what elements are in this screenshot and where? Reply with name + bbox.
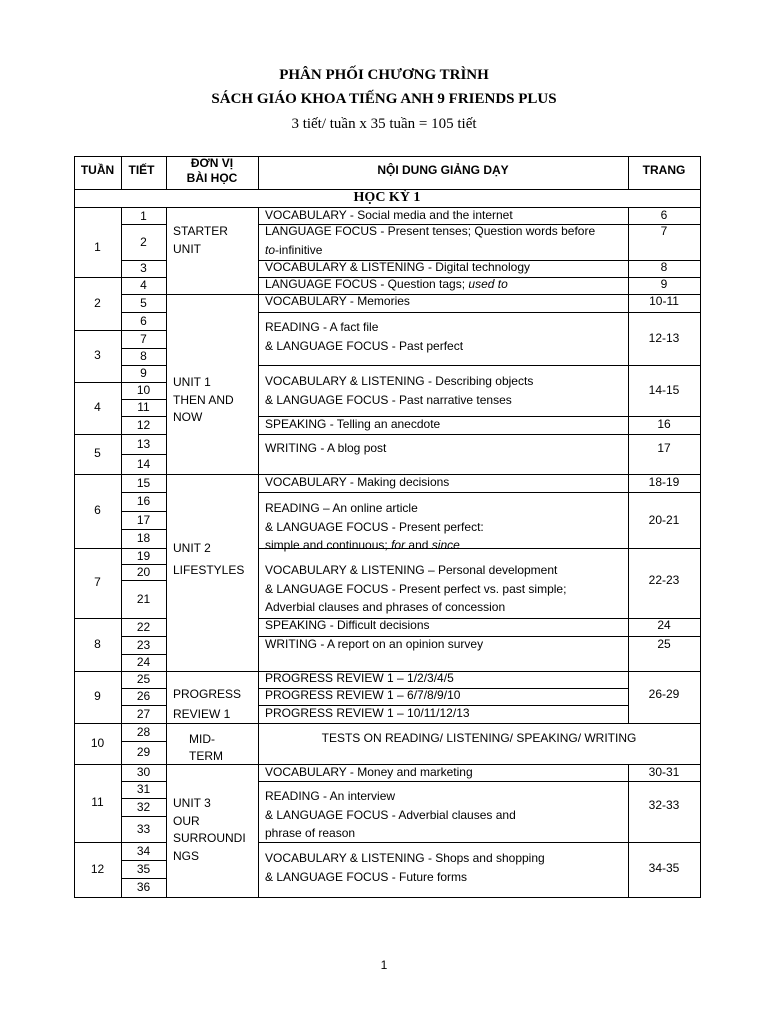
cell-text: OUR: [173, 813, 200, 828]
cell-text: 22: [136, 619, 151, 634]
lesson-number: [121, 260, 166, 278]
cell-text: 15: [136, 475, 151, 490]
cell-text: UNIT 2: [173, 541, 211, 555]
cell-text: 24: [657, 618, 671, 632]
cell-text: 6: [660, 208, 668, 222]
lesson-content: [265, 392, 625, 410]
lesson-number: [121, 512, 166, 530]
cell-text: 4: [94, 400, 101, 414]
table-rule: [74, 618, 121, 619]
cell-text: 6: [94, 503, 101, 517]
cell-text: 7: [94, 575, 101, 589]
page-range: [628, 572, 700, 590]
lesson-number: [121, 456, 166, 474]
cell-text: PROGRESS REVIEW 1 – 10/11/12/13: [265, 706, 470, 720]
cell-text: SPEAKING - Telling an anecdote: [265, 417, 441, 431]
lesson-number: [121, 295, 166, 313]
cell-text: 2: [94, 295, 101, 310]
cell-text: 35: [136, 861, 151, 876]
table-rule: [166, 671, 258, 672]
lesson-content: [265, 850, 625, 868]
cell-text: 9: [140, 366, 147, 380]
week-number: [74, 239, 121, 257]
table-rule: [74, 671, 121, 672]
cell-text: VOCABULARY & LISTENING - Shops and shopping: [265, 851, 545, 865]
cell-text: 17: [136, 512, 151, 527]
page-number: 1: [380, 958, 388, 972]
table-rule: [74, 842, 121, 843]
cell-text: 5: [94, 446, 101, 460]
cell-text: 12-13: [648, 331, 680, 345]
page-range: [628, 686, 700, 704]
lesson-number: [121, 475, 166, 493]
lesson-number: [121, 530, 166, 548]
cell-text: 25: [657, 637, 671, 651]
cell-text: 10: [90, 735, 105, 750]
table-rule: [166, 207, 167, 897]
italic-text: to: [265, 242, 276, 257]
document-subtitle: SÁCH GIÁO KHOA TIẾNG ANH 9 FRIENDS PLUS: [211, 91, 557, 107]
cell-text: 20: [136, 564, 151, 579]
lesson-number: [121, 277, 166, 295]
cell-text: 21: [136, 591, 151, 606]
week-number: [74, 636, 121, 654]
lesson-content: [265, 788, 625, 806]
cell-text: phrase of reason: [265, 826, 356, 840]
week-number: [74, 295, 121, 313]
cell-text: 8: [140, 349, 147, 363]
unit-label: [173, 813, 268, 831]
lesson-number: [121, 331, 166, 349]
lesson-content: [265, 537, 625, 555]
cell-text: PROGRESS REVIEW 1 – 6/7/8/9/10: [265, 688, 461, 702]
cell-text: 3: [140, 261, 147, 275]
lesson-content: [265, 705, 625, 723]
header-bai-hoc: [166, 170, 258, 188]
cell-text: PROGRESS REVIEW 1 – 1/2/3/4/5: [265, 671, 454, 685]
cell-text: READING – An online article: [265, 501, 418, 515]
lesson-number: [121, 234, 166, 252]
cell-text: 10-11: [649, 294, 679, 308]
document-note: 3 tiết/ tuần x 35 tuần = 105 tiết: [291, 116, 477, 132]
unit-label: [173, 706, 268, 724]
unit-label: [189, 748, 284, 766]
page-range: [628, 440, 700, 458]
lesson-content: [265, 764, 625, 782]
lesson-number: [121, 706, 166, 724]
cell-text: 2: [140, 234, 147, 249]
cell-text: 17: [657, 441, 671, 455]
cell-text: UNIT 1: [173, 375, 211, 389]
cell-text: 1: [140, 208, 147, 223]
table-rule: [166, 474, 258, 475]
lesson-number: [121, 548, 166, 566]
week-number: [74, 735, 121, 753]
cell-text: VOCABULARY & LISTENING - Describing objects: [265, 374, 534, 388]
cell-text: TIẾT: [128, 163, 155, 177]
cell-text: 16: [657, 417, 671, 431]
lesson-content: [265, 869, 625, 887]
week-number: [74, 794, 121, 812]
unit-label: [173, 223, 268, 241]
lesson-content: [265, 500, 625, 518]
cell-text: 11: [137, 400, 150, 414]
cell-text: 32-33: [648, 798, 680, 812]
lesson-content: [265, 687, 625, 705]
table-rule: [74, 723, 121, 724]
table-rule: [74, 382, 121, 383]
cell-text: WRITING - A report on an opinion survey: [265, 637, 484, 651]
header-tiet: [117, 162, 166, 180]
table-rule: [74, 277, 121, 278]
cell-text: 6: [140, 313, 147, 328]
lesson-content: [265, 807, 625, 825]
cell-text: LANGUAGE FOCUS - Present tenses; Question words before: [265, 224, 596, 238]
lesson-content: [265, 276, 625, 294]
cell-text: -infinitive: [275, 242, 323, 257]
lesson-number: [121, 861, 166, 879]
page-range: [628, 416, 700, 434]
lesson-content: [265, 562, 625, 580]
cell-text: 13: [136, 436, 151, 451]
cell-text: VOCABULARY - Social media and the internet: [265, 208, 513, 222]
lesson-content: [265, 259, 625, 277]
table-rule: [121, 816, 166, 817]
lesson-number: [121, 493, 166, 511]
lesson-number: [121, 348, 166, 366]
lesson-number: [121, 799, 166, 817]
cell-text: READING - An interview: [265, 789, 396, 803]
page-range: [628, 764, 700, 782]
cell-text: LIFESTYLES: [173, 563, 245, 577]
table-rule: [166, 294, 258, 295]
cell-text: & LANGUAGE FOCUS - Past perfect: [265, 338, 464, 353]
cell-text: & LANGUAGE FOCUS - Past narrative tenses: [265, 392, 512, 407]
italic-text: for: [391, 538, 406, 552]
unit-label: [173, 540, 268, 558]
page-range: [628, 512, 700, 530]
lesson-number: [121, 654, 166, 672]
cell-text: 7: [660, 224, 668, 238]
cell-text: NỘI DUNG GIẢNG DẠY: [377, 163, 509, 177]
lesson-number: [121, 591, 166, 609]
italic-text: since: [431, 538, 460, 552]
cell-text: 26-29: [648, 687, 680, 701]
unit-label: [173, 392, 268, 410]
lesson-number: [121, 365, 166, 383]
lesson-content: [265, 670, 625, 688]
cell-text: 9: [94, 689, 101, 703]
table-right-border: [700, 156, 701, 898]
lesson-number: [121, 382, 166, 400]
cell-text: HỌC KỲ 1: [353, 190, 421, 205]
page-range: [628, 259, 700, 277]
cell-text: NOW: [173, 410, 203, 424]
lesson-number: [121, 436, 166, 454]
cell-text: 18-19: [648, 475, 680, 489]
unit-label: [173, 830, 268, 848]
lesson-content: [265, 242, 625, 260]
cell-text: UNIT 3: [173, 796, 211, 810]
unit-label: [173, 241, 268, 259]
italic-text: used to: [468, 277, 508, 291]
lesson-content: [265, 474, 625, 492]
lesson-content: [265, 293, 625, 311]
cell-text: SPEAKING - Difficult decisions: [265, 618, 430, 632]
header-tuan: [74, 162, 121, 180]
cell-text: PROGRESS: [173, 687, 242, 701]
cell-text: 34-35: [648, 861, 680, 875]
cell-text: 25: [136, 672, 151, 686]
table-rule: [258, 365, 700, 366]
cell-text: 16: [136, 494, 151, 508]
cell-text: SURROUNDI: [173, 831, 246, 845]
page-range: [628, 276, 700, 294]
lesson-number: [121, 879, 166, 897]
page-range: [628, 293, 700, 311]
cell-text: 9: [660, 277, 668, 291]
cell-text: 12: [90, 861, 105, 876]
header-trang: [628, 162, 700, 180]
lesson-number: [121, 313, 166, 331]
cell-text: STARTER: [173, 224, 228, 238]
page-range: [628, 474, 700, 492]
week-number: [74, 688, 121, 706]
week-number: [74, 502, 121, 520]
lesson-content: [265, 416, 625, 434]
cell-text: 18: [136, 531, 151, 545]
lesson-content: [265, 319, 625, 337]
cell-text: 1: [94, 239, 101, 254]
cell-text: 19: [136, 548, 151, 563]
cell-merge-mask: [629, 705, 700, 706]
lesson-number: [121, 564, 166, 582]
lesson-content: [265, 440, 625, 458]
cell-text: REVIEW 1: [173, 707, 231, 721]
cell-text: 31: [136, 782, 151, 796]
cell-text: TESTS ON READING/ LISTENING/ SPEAKING/ WRITING: [321, 731, 637, 745]
table-left-border: [74, 156, 75, 898]
unit-label: [173, 686, 268, 704]
cell-text: READING - A fact file: [265, 320, 379, 334]
cell-text: 36: [136, 880, 151, 894]
lesson-content: [265, 207, 625, 225]
week-number: [74, 861, 121, 879]
cell-text: 7: [140, 331, 147, 346]
lesson-number: [121, 744, 166, 762]
lesson-number: [121, 781, 166, 799]
week-number: [74, 347, 121, 365]
lesson-content: [265, 223, 625, 241]
table-rule: [258, 434, 700, 435]
cell-text: VOCABULARY - Money and marketing: [265, 765, 473, 779]
lesson-number: [121, 843, 166, 861]
table-rule: [74, 764, 121, 765]
unit-label: [173, 795, 268, 813]
lesson-content: [265, 636, 625, 654]
cell-text: 14-15: [648, 383, 680, 397]
cell-text: NGS: [173, 848, 200, 863]
cell-text: MID-: [189, 732, 215, 746]
cell-text: TRANG: [642, 163, 686, 177]
cell-text: 30: [136, 765, 151, 779]
cell-text: 12: [136, 417, 151, 432]
table-rule: [74, 548, 121, 549]
cell-text: & LANGUAGE FOCUS - Adverbial clauses and: [265, 807, 516, 822]
cell-text: VOCABULARY & LISTENING – Personal development: [265, 563, 558, 577]
table-rule: [74, 474, 121, 475]
cell-text: 11: [91, 795, 104, 809]
lesson-content: [265, 338, 625, 356]
lesson-number: [121, 619, 166, 637]
unit-label: [173, 409, 268, 427]
lesson-number: [121, 208, 166, 226]
cell-text: 14: [136, 456, 151, 471]
lesson-number: [121, 671, 166, 689]
cell-text: 27: [136, 706, 151, 721]
cell-text: & LANGUAGE FOCUS - Present perfect vs. past simple;: [265, 581, 567, 596]
cell-text: 8: [660, 260, 668, 274]
lesson-number: [121, 688, 166, 706]
table-rule: [121, 741, 166, 742]
lesson-content: [265, 825, 625, 843]
table-rule: [258, 312, 700, 313]
cell-text: LANGUAGE FOCUS - Question tags;: [265, 277, 469, 291]
cell-text: 24: [136, 655, 151, 669]
cell-text: TUẦN: [80, 163, 115, 177]
table-rule: [258, 723, 700, 724]
cell-text: THEN AND: [173, 392, 234, 407]
page-range: [628, 382, 700, 400]
cell-text: 5: [140, 295, 147, 310]
lesson-content: [265, 519, 625, 537]
unit-label: [173, 848, 268, 866]
cell-text: 33: [136, 821, 151, 836]
cell-text: BÀI HỌC: [186, 171, 238, 185]
cell-text: and: [405, 538, 432, 552]
cell-text: 22-23: [648, 573, 680, 587]
cell-text: UNIT: [173, 241, 201, 256]
cell-text: 3: [94, 348, 101, 362]
unit-label: [173, 374, 268, 392]
lesson-number: [121, 724, 166, 742]
page-range: [628, 207, 700, 225]
table-rule: [258, 492, 700, 493]
page-range: [628, 330, 700, 348]
page-range: [628, 223, 700, 241]
lesson-content: [265, 581, 625, 599]
cell-text: 30-31: [648, 765, 680, 779]
lesson-number: [121, 764, 166, 782]
cell-text: WRITING - A blog post: [265, 441, 387, 455]
cell-text: 20-21: [648, 513, 680, 527]
cell-text: Adverbial clauses and phrases of concession: [265, 600, 506, 614]
cell-text: & LANGUAGE FOCUS - Future forms: [265, 869, 468, 884]
page-range: [628, 860, 700, 878]
cell-text: simple and continuous;: [265, 538, 392, 552]
cell-text: 10: [136, 383, 151, 397]
cell-text: 26: [136, 689, 151, 703]
cell-text: VOCABULARY - Memories: [265, 294, 410, 308]
cell-text: 28: [136, 724, 151, 739]
cell-text: ĐƠN VỊ: [190, 156, 234, 170]
page-range: [628, 797, 700, 815]
unit-label: [173, 562, 268, 580]
cell-text: VOCABULARY - Making decisions: [265, 475, 450, 489]
lesson-content: [265, 617, 625, 635]
table-rule: [74, 330, 121, 331]
lesson-content: [265, 373, 625, 391]
lesson-number: [121, 821, 166, 839]
lesson-number: [121, 417, 166, 435]
week-number: [74, 574, 121, 592]
cell-text: 8: [94, 636, 101, 651]
cell-text: 29: [136, 745, 151, 759]
cell-text: 23: [136, 637, 151, 652]
lesson-number: [121, 637, 166, 655]
week-number: [74, 445, 121, 463]
lesson-content: [258, 730, 700, 748]
semester-label: [74, 189, 700, 207]
cell-text: 34: [136, 843, 151, 858]
header-noi-dung: [258, 162, 628, 180]
page-range: [628, 617, 700, 635]
cell-text: VOCABULARY & LISTENING - Digital technology: [265, 260, 530, 274]
cell-text: 32: [136, 799, 151, 814]
cell-text: TERM: [189, 749, 223, 763]
table-bottom-border: [74, 897, 701, 898]
document-title: PHÂN PHỐI CHƯƠNG TRÌNH: [279, 67, 489, 83]
lesson-number: [121, 399, 166, 417]
week-number: [74, 399, 121, 417]
cell-text: 4: [140, 278, 147, 292]
page-range: [628, 636, 700, 654]
table-rule: [74, 434, 121, 435]
cell-text: & LANGUAGE FOCUS - Present perfect:: [265, 519, 484, 534]
lesson-content: [265, 599, 625, 617]
